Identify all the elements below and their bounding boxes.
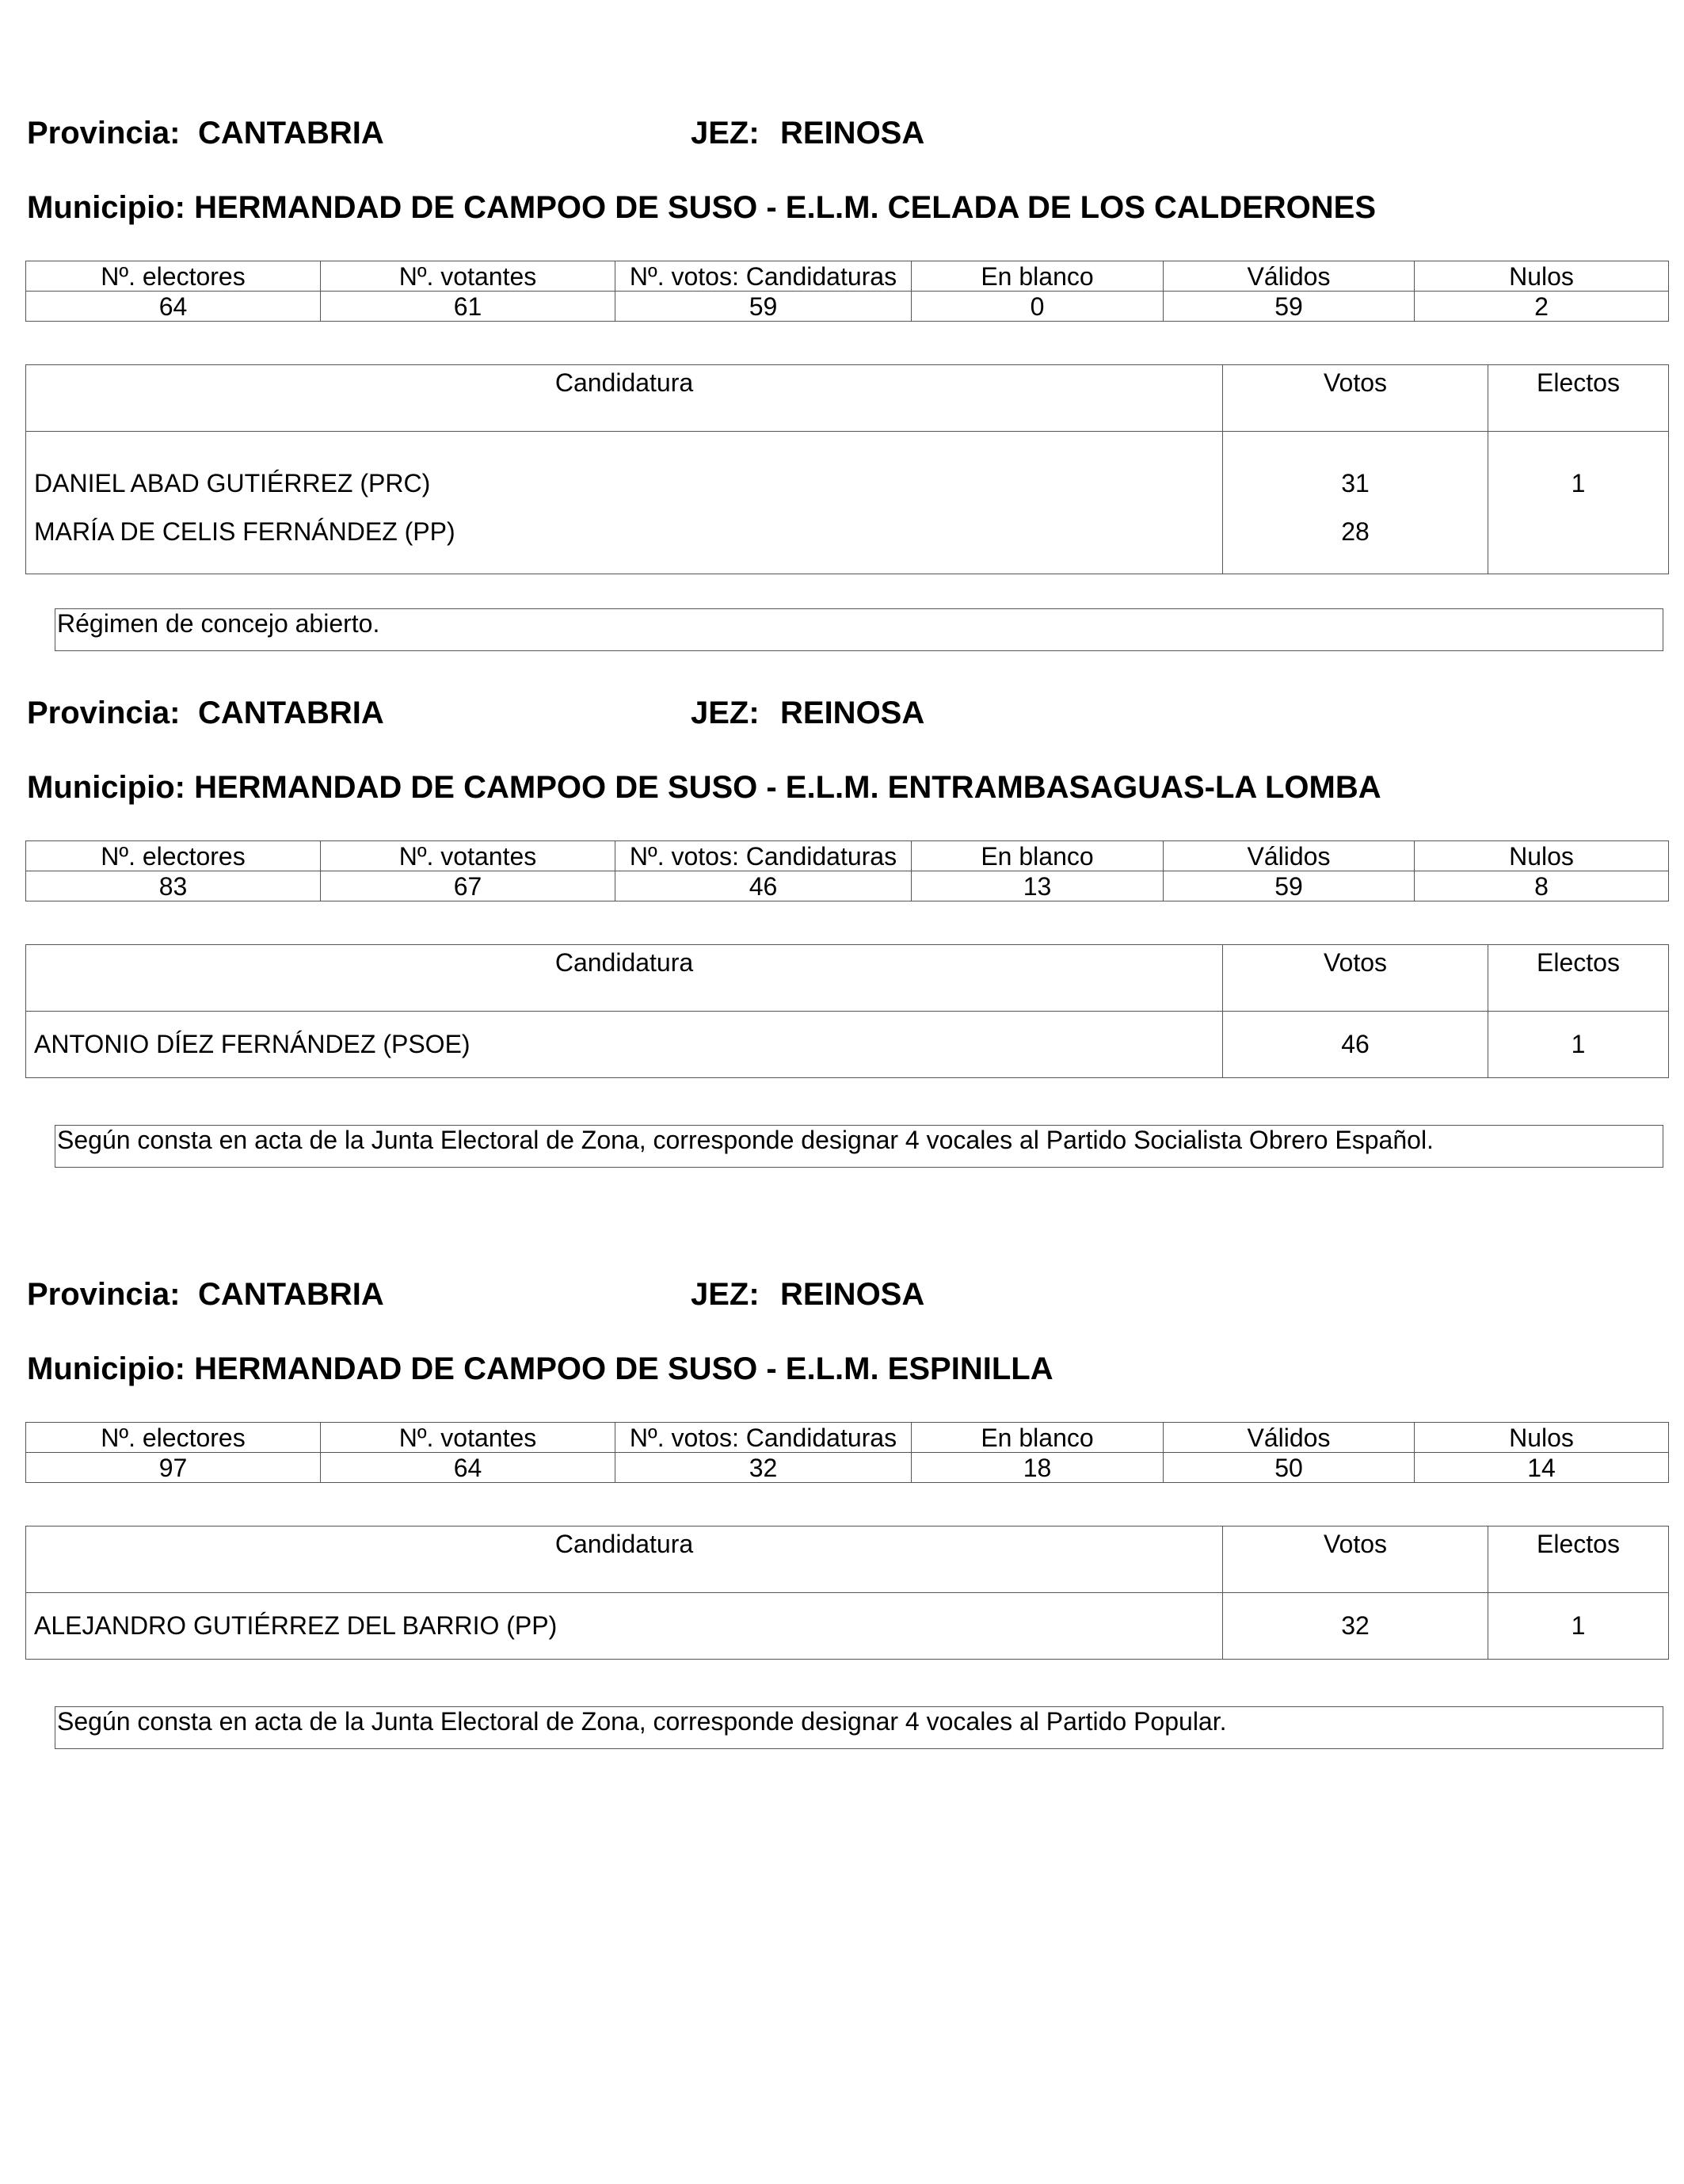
- votos-header: Votos: [1223, 1527, 1488, 1593]
- stats-table: [25, 840, 1669, 901]
- jez-label: JEZ:: [691, 1277, 760, 1312]
- municipio-label: Municipio:: [27, 770, 185, 805]
- votos-header: Votos: [1223, 945, 1488, 1012]
- section-note: Según consta en acta de la Junta Electoral de Zona, corresponde designar 4 vocales al Partido Socialista Obrero Español.: [55, 1125, 1663, 1168]
- stats-value-nulos: 8: [1415, 871, 1669, 901]
- municipio-name: HERMANDAD DE CAMPOO DE SUSO - E.L.M. CELADA DE LOS CALDERONES: [194, 190, 1377, 225]
- candidate-row: [26, 1012, 1669, 1078]
- stats-header-votos-candidaturas: Nº. votos: Candidaturas: [615, 841, 912, 871]
- candidate-votos: 46: [1223, 1012, 1488, 1078]
- candidatura-header: Candidatura: [26, 1527, 1223, 1593]
- candidates-table: [25, 364, 1669, 574]
- stats-header-electores: Nº. electores: [26, 841, 321, 871]
- candidate-name: DANIEL ABAD GUTIÉRREZ (PRC): [26, 432, 1223, 508]
- municipio-label: Municipio:: [27, 190, 185, 225]
- candidate-votos: 28: [1223, 508, 1488, 574]
- stats-header-nulos: Nulos: [1415, 261, 1669, 292]
- stats-value-votantes: 61: [321, 292, 615, 322]
- candidate-electos: 1: [1488, 1593, 1669, 1660]
- stats-value-votantes: 67: [321, 871, 615, 901]
- stats-header-validos: Válidos: [1164, 841, 1415, 871]
- candidates-header-row: [26, 1527, 1669, 1593]
- jez-label: JEZ:: [691, 116, 760, 151]
- stats-header-row: [26, 1423, 1669, 1453]
- candidate-votos: 31: [1223, 432, 1488, 508]
- stats-value-validos: 59: [1164, 871, 1415, 901]
- stats-header-en-blanco: En blanco: [912, 261, 1164, 292]
- stats-value-votos-candidaturas: 32: [615, 1453, 912, 1483]
- stats-header-row: [26, 261, 1669, 292]
- stats-header-validos: Válidos: [1164, 261, 1415, 292]
- provincia-label: Provincia:: [27, 696, 181, 730]
- candidatura-header: Candidatura: [26, 365, 1223, 432]
- provincia-label: Provincia:: [27, 116, 181, 151]
- municipio-section: [0, 1161, 1684, 1740]
- stats-value-row: [26, 871, 1669, 901]
- candidate-electos: [1488, 508, 1669, 574]
- municipio-label: Municipio:: [27, 1351, 185, 1386]
- stats-value-nulos: 14: [1415, 1453, 1669, 1483]
- jez-value: REINOSA: [780, 116, 925, 151]
- jez-value: REINOSA: [780, 696, 925, 730]
- candidate-electos: 1: [1488, 1012, 1669, 1078]
- municipio-title: [27, 768, 1381, 806]
- stats-header-votos-candidaturas: Nº. votos: Candidaturas: [615, 1423, 912, 1453]
- candidate-name: ANTONIO DÍEZ FERNÁNDEZ (PSOE): [26, 1012, 1223, 1078]
- stats-header-row: [26, 841, 1669, 871]
- electos-header: Electos: [1488, 1527, 1669, 1593]
- provincia-label: Provincia:: [27, 1277, 181, 1312]
- stats-table: [25, 261, 1669, 322]
- stats-header-votantes: Nº. votantes: [321, 261, 615, 292]
- municipio-section: [0, 0, 1684, 638]
- provincia-value: CANTABRIA: [198, 696, 384, 730]
- stats-table: [25, 1422, 1669, 1483]
- stats-value-votos-candidaturas: 46: [615, 871, 912, 901]
- municipio-name: HERMANDAD DE CAMPOO DE SUSO - E.L.M. ENTRAMBASAGUAS-LA LOMBA: [194, 770, 1381, 805]
- stats-value-en-blanco: 18: [912, 1453, 1164, 1483]
- stats-header-nulos: Nulos: [1415, 841, 1669, 871]
- stats-header-votos-candidaturas: Nº. votos: Candidaturas: [615, 261, 912, 292]
- provincia-value: CANTABRIA: [198, 116, 384, 151]
- stats-header-electores: Nº. electores: [26, 1423, 321, 1453]
- stats-value-en-blanco: 0: [912, 292, 1164, 322]
- stats-value-row: [26, 1453, 1669, 1483]
- municipio-name: HERMANDAD DE CAMPOO DE SUSO - E.L.M. ESPINILLA: [194, 1351, 1053, 1386]
- stats-header-en-blanco: En blanco: [912, 841, 1164, 871]
- electos-header: Electos: [1488, 365, 1669, 432]
- stats-value-votantes: 64: [321, 1453, 615, 1483]
- municipio-title: [27, 1350, 1053, 1388]
- stats-value-row: [26, 292, 1669, 322]
- provincia-value: CANTABRIA: [198, 1277, 384, 1312]
- section-note: Régimen de concejo abierto.: [55, 608, 1663, 651]
- candidates-table: [25, 1526, 1669, 1660]
- stats-value-en-blanco: 13: [912, 871, 1164, 901]
- candidate-row: [26, 508, 1669, 574]
- candidatura-header: Candidatura: [26, 945, 1223, 1012]
- candidate-name: ALEJANDRO GUTIÉRREZ DEL BARRIO (PP): [26, 1593, 1223, 1660]
- stats-header-en-blanco: En blanco: [912, 1423, 1164, 1453]
- candidate-electos: 1: [1488, 432, 1669, 508]
- jez-value: REINOSA: [780, 1277, 925, 1312]
- candidates-table: [25, 944, 1669, 1078]
- electos-header: Electos: [1488, 945, 1669, 1012]
- stats-header-electores: Nº. electores: [26, 261, 321, 292]
- stats-value-votos-candidaturas: 59: [615, 292, 912, 322]
- stats-value-validos: 50: [1164, 1453, 1415, 1483]
- candidates-header-row: [26, 365, 1669, 432]
- stats-value-electores: 64: [26, 292, 321, 322]
- stats-value-nulos: 2: [1415, 292, 1669, 322]
- stats-header-validos: Válidos: [1164, 1423, 1415, 1453]
- candidate-name: MARÍA DE CELIS FERNÁNDEZ (PP): [26, 508, 1223, 574]
- municipio-title: [27, 189, 1376, 227]
- jez-label: JEZ:: [691, 696, 760, 730]
- stats-header-votantes: Nº. votantes: [321, 841, 615, 871]
- stats-value-validos: 59: [1164, 292, 1415, 322]
- candidates-header-row: [26, 945, 1669, 1012]
- stats-header-votantes: Nº. votantes: [321, 1423, 615, 1453]
- municipio-section: [0, 580, 1684, 1158]
- section-note: Según consta en acta de la Junta Electoral de Zona, corresponde designar 4 vocales al Partido Popular.: [55, 1706, 1663, 1749]
- candidate-row: [26, 1593, 1669, 1660]
- candidate-votos: 32: [1223, 1593, 1488, 1660]
- stats-header-nulos: Nulos: [1415, 1423, 1669, 1453]
- stats-value-electores: 83: [26, 871, 321, 901]
- votos-header: Votos: [1223, 365, 1488, 432]
- stats-value-electores: 97: [26, 1453, 321, 1483]
- candidate-row: [26, 432, 1669, 508]
